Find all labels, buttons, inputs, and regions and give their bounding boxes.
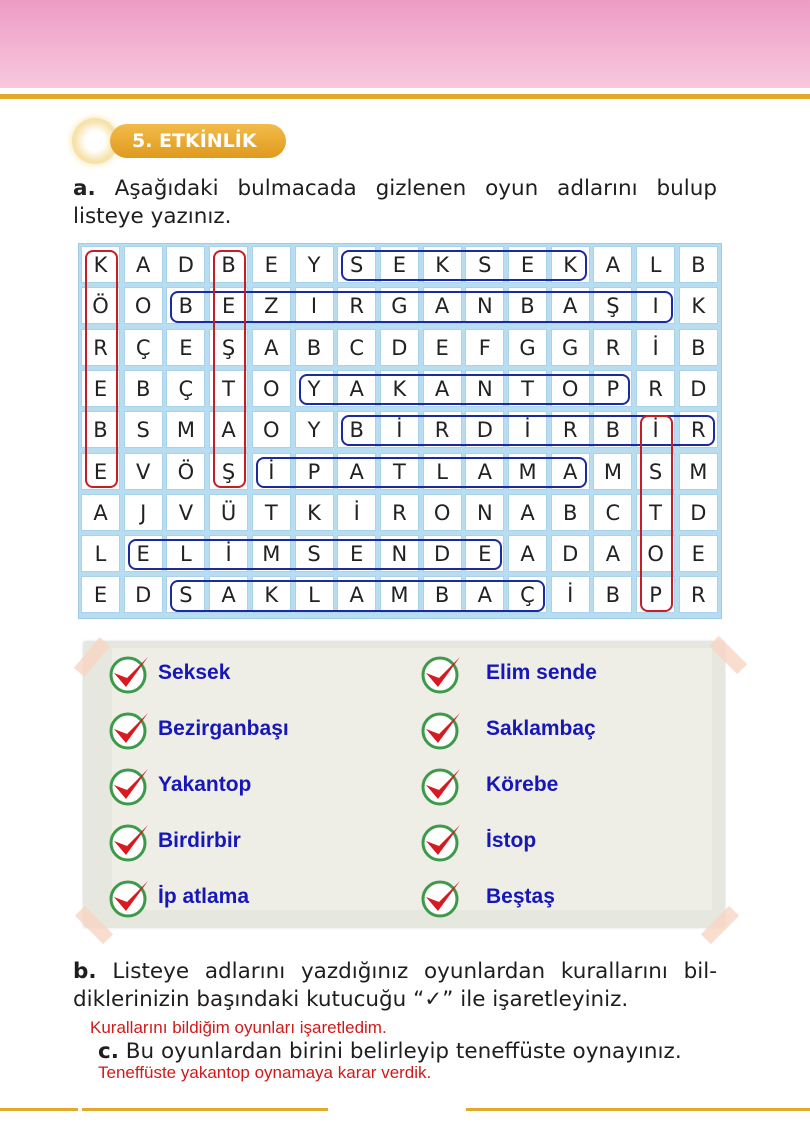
game-list-item — [420, 707, 596, 751]
grid-cell: Y — [295, 370, 334, 407]
game-list-item — [420, 763, 558, 807]
grid-cell: M — [679, 453, 718, 490]
grid-cell: A — [337, 370, 376, 407]
grid-cell: O — [252, 411, 291, 448]
question-a-line2: listeye yazınız. — [73, 204, 232, 229]
game-name: Birdirbir — [158, 829, 241, 852]
grid-cell: D — [166, 246, 205, 283]
grid-cell: A — [337, 576, 376, 613]
grid-cell: B — [593, 411, 632, 448]
grid-cell: K — [81, 246, 120, 283]
footer-line — [82, 1108, 328, 1111]
grid-cell: A — [551, 287, 590, 324]
checkmark-icon[interactable] — [420, 875, 464, 919]
grid-cell: R — [636, 370, 675, 407]
grid-cell: L — [295, 576, 334, 613]
grid-cell: T — [508, 370, 547, 407]
grid-cell: Ü — [209, 494, 248, 531]
checkmark-icon[interactable] — [420, 651, 464, 695]
grid-cell: İ — [636, 411, 675, 448]
footer-line — [466, 1108, 810, 1111]
grid-cell: E — [166, 329, 205, 366]
grid-cell: M — [508, 453, 547, 490]
grid-cell: B — [679, 246, 718, 283]
grid-cell: D — [380, 329, 419, 366]
question-b-label: b. — [73, 959, 97, 984]
grid-cell: Ç — [508, 576, 547, 613]
grid-cell: D — [465, 411, 504, 448]
game-list-item — [420, 819, 536, 863]
grid-cell: A — [337, 453, 376, 490]
question-c-text: Bu oyunlardan birini belirleyip teneffüste oynayınız. — [125, 1039, 682, 1064]
grid-cell: A — [209, 576, 248, 613]
grid-cell: R — [81, 329, 120, 366]
grid-cell: E — [423, 329, 462, 366]
grid-cell: R — [593, 329, 632, 366]
answer-b: Kurallarını bildiğim oyunları işaretledim. — [90, 1018, 387, 1037]
grid-cell: A — [551, 453, 590, 490]
grid-cell: D — [679, 370, 718, 407]
grid-cell: T — [252, 494, 291, 531]
grid-cell: L — [166, 535, 205, 572]
question-b-line1: Listeye adlarını yazdığınız oyunlardan kurallarını bil- — [112, 959, 717, 984]
grid-cell: Y — [295, 411, 334, 448]
grid-cell: E — [209, 287, 248, 324]
grid-cell: K — [252, 576, 291, 613]
grid-cell: N — [465, 287, 504, 324]
grid-cell: Ş — [209, 453, 248, 490]
grid-cell: B — [124, 370, 163, 407]
grid-cell: D — [423, 535, 462, 572]
found-word-highlight — [128, 539, 502, 570]
found-word-highlight — [640, 415, 673, 612]
grid-cell: S — [465, 246, 504, 283]
game-list-item — [108, 707, 289, 751]
grid-cell: O — [252, 370, 291, 407]
found-word-highlight — [85, 250, 118, 488]
checkmark-icon[interactable] — [420, 819, 464, 863]
grid-cell: İ — [551, 576, 590, 613]
grid-cell: Ç — [124, 329, 163, 366]
grid-cell: A — [593, 535, 632, 572]
grid-cell: L — [423, 453, 462, 490]
grid-cell: A — [465, 576, 504, 613]
found-word-highlight — [213, 250, 246, 488]
grid-cell: B — [593, 576, 632, 613]
game-list-item — [108, 875, 249, 919]
checkmark-icon[interactable] — [108, 875, 152, 919]
grid-cell: P — [295, 453, 334, 490]
grid-cell: K — [679, 287, 718, 324]
activity-title: 5. ETKİNLİK — [110, 124, 286, 158]
grid-cell: S — [124, 411, 163, 448]
page-header-band — [0, 0, 810, 88]
grid-cell: B — [423, 576, 462, 613]
grid-cell: R — [679, 411, 718, 448]
game-name: Elim sende — [486, 661, 597, 684]
grid-cell: E — [380, 246, 419, 283]
grid-cell: K — [423, 246, 462, 283]
grid-cell: A — [593, 246, 632, 283]
game-list-item — [108, 763, 251, 807]
grid-cell: B — [679, 329, 718, 366]
grid-cell: N — [380, 535, 419, 572]
grid-cell: R — [423, 411, 462, 448]
header-divider — [0, 94, 810, 99]
checkmark-icon[interactable] — [108, 707, 152, 751]
grid-cell: V — [166, 494, 205, 531]
grid-cell: T — [209, 370, 248, 407]
grid-cell: B — [551, 494, 590, 531]
grid-cell: D — [551, 535, 590, 572]
grid-cell: P — [593, 370, 632, 407]
grid-cell: V — [124, 453, 163, 490]
grid-cell: L — [81, 535, 120, 572]
grid-cell: M — [252, 535, 291, 572]
grid-cell: İ — [209, 535, 248, 572]
found-word-highlight — [256, 457, 588, 488]
grid-cell: R — [337, 287, 376, 324]
grid-cell: O — [124, 287, 163, 324]
game-list-item — [108, 819, 241, 863]
grid-cell: D — [124, 576, 163, 613]
grid-cell: Ö — [166, 453, 205, 490]
grid-cell: R — [551, 411, 590, 448]
grid-cell: J — [124, 494, 163, 531]
grid-cell: S — [636, 453, 675, 490]
grid-cell: O — [551, 370, 590, 407]
grid-cell: A — [209, 411, 248, 448]
grid-cell: B — [295, 329, 334, 366]
grid-cell: E — [679, 535, 718, 572]
grid-cell: B — [508, 287, 547, 324]
grid-cell: M — [593, 453, 632, 490]
grid-cell: E — [81, 576, 120, 613]
checkmark-icon[interactable] — [420, 707, 464, 751]
word-search-grid — [78, 243, 722, 619]
grid-cell: E — [465, 535, 504, 572]
question-a-label: a. — [73, 176, 96, 201]
grid-cell: K — [380, 370, 419, 407]
grid-cell: G — [380, 287, 419, 324]
grid-cell: Ç — [166, 370, 205, 407]
question-b-line2: diklerinizin başındaki kutucuğu “✓” ile işaretleyiniz. — [73, 987, 629, 1012]
grid-cell: İ — [636, 329, 675, 366]
grid-cell: R — [380, 494, 419, 531]
grid-cell: B — [81, 411, 120, 448]
grid-cell: E — [508, 246, 547, 283]
footer-line — [0, 1108, 78, 1111]
grid-cell: A — [124, 246, 163, 283]
grid-cell: Ö — [81, 287, 120, 324]
question-c-label: c. — [98, 1039, 119, 1064]
grid-cell: Ş — [209, 329, 248, 366]
question-c — [98, 1038, 718, 1066]
game-name: İp atlama — [158, 885, 250, 908]
grid-cell: S — [295, 535, 334, 572]
grid-cell: C — [593, 494, 632, 531]
grid-cell: İ — [508, 411, 547, 448]
grid-cell: S — [337, 246, 376, 283]
grid-cell: A — [465, 453, 504, 490]
game-name: Saklambaç — [486, 717, 596, 740]
grid-cell: O — [636, 535, 675, 572]
grid-cell: I — [295, 287, 334, 324]
grid-cell: K — [551, 246, 590, 283]
grid-cell: A — [508, 494, 547, 531]
grid-cell: M — [380, 576, 419, 613]
game-name: Bezirganbaşı — [158, 717, 289, 740]
grid-cell: İ — [380, 411, 419, 448]
game-name: Yakantop — [158, 773, 252, 796]
grid-cell: T — [636, 494, 675, 531]
found-word-highlight — [299, 374, 631, 405]
grid-cell: D — [679, 494, 718, 531]
grid-cell: B — [166, 287, 205, 324]
grid-cell: İ — [252, 453, 291, 490]
grid-cell: M — [166, 411, 205, 448]
grid-cell: N — [465, 494, 504, 531]
grid-cell: C — [337, 329, 376, 366]
grid-cell: B — [337, 411, 376, 448]
checkmark-icon[interactable] — [108, 819, 152, 863]
question-a — [73, 175, 717, 231]
game-name: Körebe — [486, 773, 559, 796]
grid-cell: R — [679, 576, 718, 613]
checkmark-icon[interactable] — [420, 763, 464, 807]
found-word-highlight — [341, 250, 587, 281]
grid-cell: E — [124, 535, 163, 572]
game-name: İstop — [486, 829, 537, 852]
grid-cell: E — [81, 370, 120, 407]
grid-cell: S — [166, 576, 205, 613]
grid-cell: N — [465, 370, 504, 407]
grid-cell: A — [508, 535, 547, 572]
grid-cell: P — [636, 576, 675, 613]
question-b — [73, 958, 717, 1014]
found-word-highlight — [170, 580, 544, 611]
grid-cell: L — [636, 246, 675, 283]
grid-cell: İ — [337, 494, 376, 531]
game-list-item — [420, 651, 597, 695]
grid-cell: O — [423, 494, 462, 531]
answer-c: Teneffüste yakantop oynamaya karar verdik. — [98, 1063, 432, 1082]
grid-cell: G — [551, 329, 590, 366]
grid-cell: Ş — [593, 287, 632, 324]
grid-cell: Y — [295, 246, 334, 283]
game-list-item — [108, 651, 230, 695]
grid-cell: E — [337, 535, 376, 572]
grid-cell: E — [81, 453, 120, 490]
checkmark-icon[interactable] — [108, 651, 152, 695]
grid-cell: A — [252, 329, 291, 366]
game-name: Seksek — [158, 661, 231, 684]
game-name: Beştaş — [486, 885, 555, 908]
grid-cell: K — [295, 494, 334, 531]
grid-cell: I — [636, 287, 675, 324]
grid-cell: T — [380, 453, 419, 490]
grid-cell: A — [423, 287, 462, 324]
grid-cell: B — [209, 246, 248, 283]
grid-cell: E — [252, 246, 291, 283]
grid-cell: F — [465, 329, 504, 366]
grid-cell: A — [81, 494, 120, 531]
grid-cell: Z — [252, 287, 291, 324]
game-list-item — [420, 875, 555, 919]
grid-cell: G — [508, 329, 547, 366]
grid-cell: A — [423, 370, 462, 407]
question-a-line1: Aşağıdaki bulmacada gizlenen oyun adlarını bulup — [114, 176, 717, 201]
checkmark-icon[interactable] — [108, 763, 152, 807]
